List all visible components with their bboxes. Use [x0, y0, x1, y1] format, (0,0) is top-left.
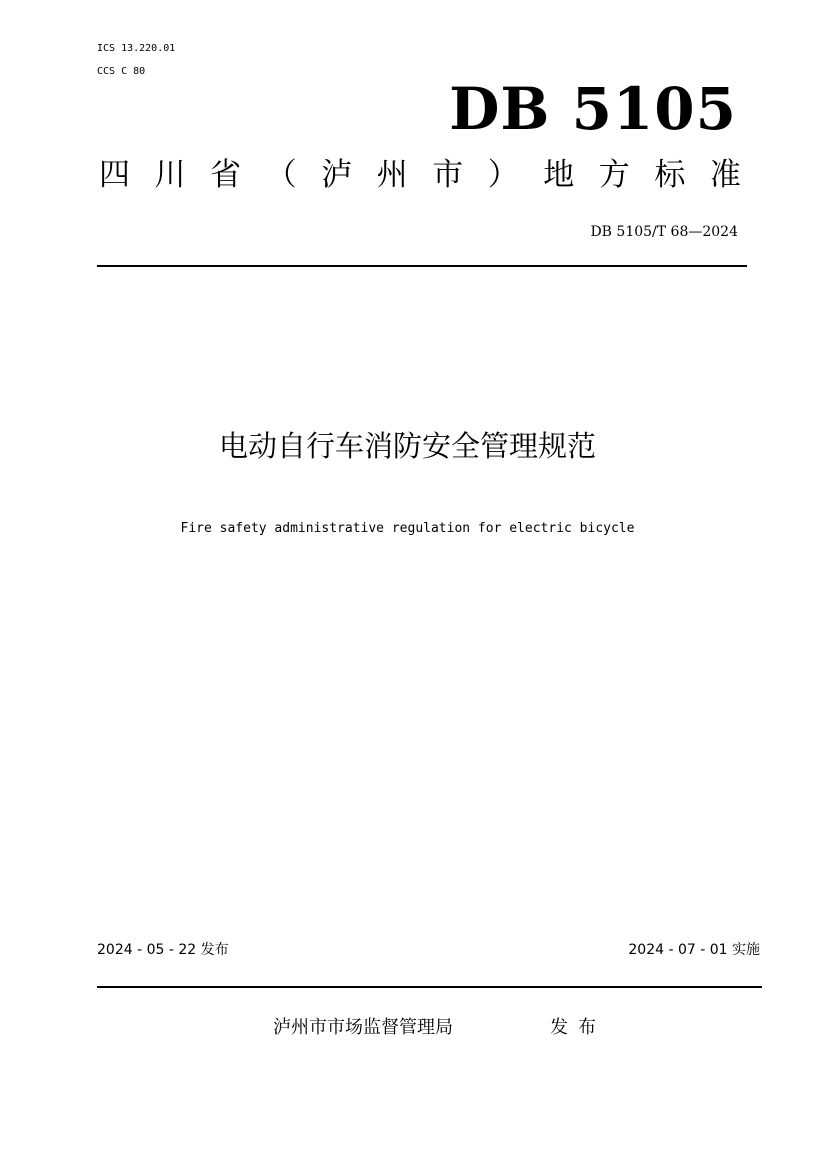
standard-type-char: 泸 [321, 157, 353, 193]
document-title-english: Fire safety administrative regulation for electric bicycle [180, 521, 635, 536]
standard-type-char: （ [265, 157, 297, 193]
footer-divider [97, 986, 762, 988]
ccs-code: CCS C 80 [97, 66, 146, 77]
standard-type-char: 省 [210, 157, 242, 193]
standard-type-char: 市 [432, 157, 464, 193]
standard-type-char: 四 [99, 157, 130, 193]
standard-number: DB 5105/T 68—2024 [590, 224, 738, 240]
implementation-date: 2024 - 07 - 01 实施 [628, 942, 760, 958]
standard-type-char: 州 [376, 157, 408, 193]
document-title-chinese: 电动自行车消防安全管理规范 [218, 429, 596, 463]
publish-label: 发布 [550, 1017, 606, 1038]
standard-type-char: ） [487, 157, 519, 193]
issue-date: 2024 - 05 - 22 发布 [97, 942, 229, 958]
ics-code: ICS 13.220.01 [97, 43, 176, 54]
publisher-name: 泸州市市场监督管理局 [273, 1017, 453, 1038]
standard-type-char: 标 [654, 157, 686, 193]
standard-type-char: 地 [543, 157, 575, 193]
standard-type-char: 方 [598, 157, 630, 193]
standard-type-char: 准 [709, 157, 741, 193]
standard-type [99, 151, 741, 199]
header-divider [97, 265, 747, 267]
standard-mark: DB 5105 [449, 75, 737, 143]
standard-type-char: 川 [154, 157, 186, 193]
